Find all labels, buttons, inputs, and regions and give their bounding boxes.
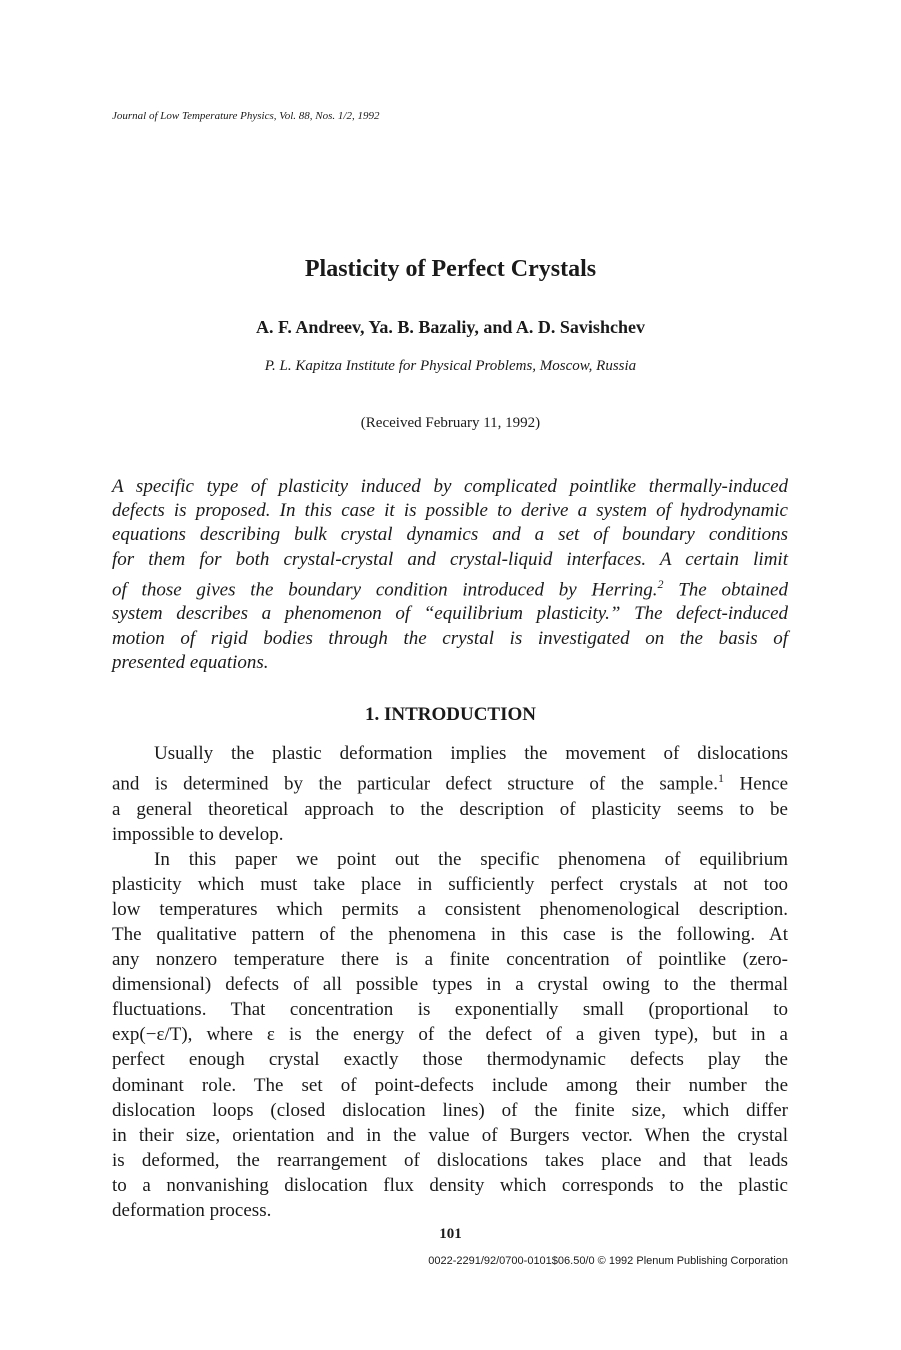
body-line: In this paper we point out the specific phenomena of equilibrium: [154, 848, 788, 870]
abstract: [112, 475, 788, 675]
reference-superscript: 2: [657, 576, 664, 591]
body-line: fluctuations. That concentration is exponentially small (proportional to: [112, 999, 788, 1021]
body-line: The qualitative pattern of the phenomena in this case is the following. At: [112, 923, 788, 945]
abstract-line: system describes a phenomenon of “equilibrium plasticity.” The defect-induced: [112, 603, 788, 625]
article-title: Plasticity of Perfect Crystals: [304, 256, 597, 282]
page-number: 101: [439, 1226, 462, 1242]
received-date: (Received February 11, 1992): [360, 415, 541, 431]
body-line: in their size, orientation and in the value of Burgers vector. When the crystal: [112, 1124, 788, 1146]
abstract-line-text: of those gives the boundary condition introduced by Herring.: [112, 579, 658, 601]
abstract-line-tail: The obtained: [663, 579, 788, 601]
body-line: low temperatures which permits a consistent phenomenological description.: [112, 898, 788, 920]
copyright-line: 0022-2291/92/0700-0101$06.50/0 © 1992 Plenum Publishing Corporation: [428, 1255, 788, 1267]
body-line: plasticity which must take place in sufficiently perfect crystals at not too: [112, 873, 788, 895]
abstract-line: for them for both crystal-crystal and crystal-liquid interfaces. A certain limit: [112, 548, 788, 570]
body-line: is deformed, the rearrangement of dislocations takes place and that leads: [112, 1149, 788, 1171]
abstract-line: [112, 572, 788, 603]
body-line: deformation process.: [112, 1200, 272, 1222]
abstract-line: equations describing bulk crystal dynamics and a set of boundary conditions: [112, 524, 788, 546]
body-line: dimensional) defects of all possible types in a crystal owing to the thermal: [112, 974, 788, 996]
article-affiliation: P. L. Kapitza Institute for Physical Problems, Moscow, Russia: [264, 358, 637, 374]
body-line: exp(−ε/T), where ε is the energy of the defect of a given type), but in a: [112, 1024, 788, 1046]
reference-superscript: 1: [717, 771, 724, 786]
section-heading: 1. INTRODUCTION: [364, 704, 537, 725]
body-line: impossible to develop.: [112, 823, 284, 845]
journal-citation: Journal of Low Temperature Physics, Vol. 88, Nos. 1/2, 1992: [112, 110, 380, 122]
body-line: [112, 766, 788, 796]
body-line-tail: Hence: [723, 773, 788, 795]
body-line: to a nonvanishing dislocation flux density which corresponds to the plastic: [112, 1174, 788, 1196]
article-authors: A. F. Andreev, Ya. B. Bazaliy, and A. D. Savishchev: [256, 317, 645, 337]
body-line: Usually the plastic deformation implies the movement of dislocations: [154, 743, 788, 764]
abstract-line: defects is proposed. In this case it is possible to derive a system of hydrodynamic: [112, 500, 788, 522]
body-line: perfect enough crystal exactly those thermodynamic defects play the: [112, 1049, 788, 1071]
abstract-line: motion of rigid bodies through the crystal is investigated on the basis of: [112, 627, 788, 649]
body-line: a general theoretical approach to the description of plasticity seems to be: [112, 798, 788, 820]
body-line: any nonzero temperature there is a finite concentration of pointlike (zero-: [112, 949, 788, 971]
body-line: dominant role. The set of point-defects include among their number the: [112, 1074, 788, 1096]
body-line-text: and is determined by the particular defect structure of the sample.: [112, 773, 718, 795]
abstract-line: presented equations.: [112, 651, 269, 673]
abstract-line: A specific type of plasticity induced by complicated pointlike thermally-induced: [112, 476, 788, 497]
body-line: dislocation loops (closed dislocation lines) of the finite size, which differ: [112, 1099, 788, 1121]
body-text: [112, 741, 788, 1223]
